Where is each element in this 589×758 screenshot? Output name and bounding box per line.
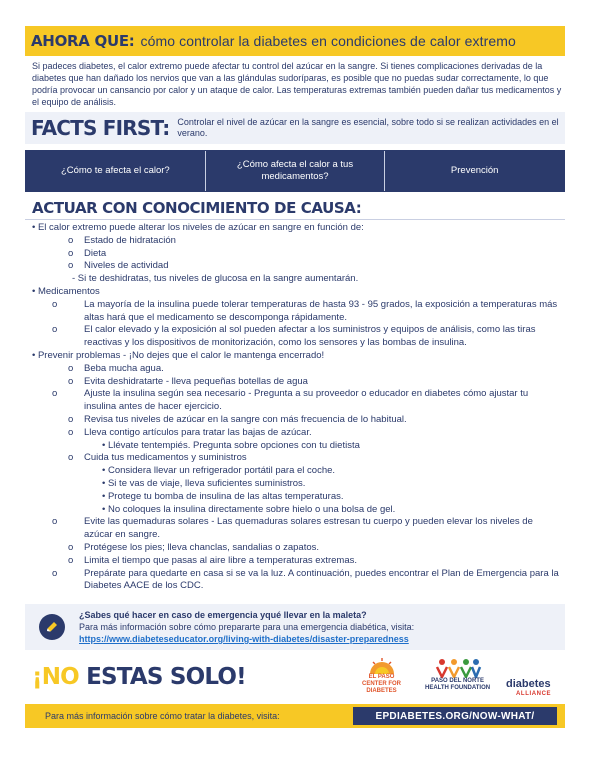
el-paso-center-logo (362, 658, 401, 695)
diabetes-alliance-word: diabetes (506, 678, 551, 690)
list-item: • Si te vas de viaje, lleva suficientes suministros. (102, 477, 306, 489)
list-item: o Beba mucha agua. (68, 362, 164, 374)
list-item: o Revisa tus niveles de azúcar en la sangre con más frecuencia de lo habitual. (68, 413, 407, 425)
section-divider (25, 219, 565, 220)
list-item: • Protege tu bomba de insulina de las altas temperaturas. (102, 490, 344, 502)
diabetes-alliance-subword: ALLIANCE (516, 691, 552, 697)
footer-url-button[interactable]: EPDIABETES.ORG/NOW-WHAT/ (353, 707, 557, 725)
emergency-callout (25, 604, 565, 650)
tab-how-heat-affects-you[interactable]: ¿Cómo te afecta el calor? (26, 151, 206, 191)
info-list (32, 222, 562, 593)
list-item: o Prepárate para quedarte en casa si se va la luz. A continuación, puedes encontrar el Plan de Emergencia para la Diabetes AACE de los CDC. (52, 567, 559, 592)
list-item: • El calor extremo puede alterar los niveles de azúcar en sangre en función de: (32, 222, 364, 233)
section-heading: ACTUAR CON CONOCIMIENTO DE CAUSA: (32, 199, 362, 217)
list-item: o La mayoría de la insulina puede tolerar temperaturas de hasta 93 - 95 grados, la exposición a temperaturas más altas hará que el medicamento se descomponga rápidamente. (52, 298, 558, 323)
emergency-text: Para más información sobre cómo prepararte para una emergencia diabética, visita: (79, 622, 415, 632)
disaster-preparedness-link[interactable]: https://www.diabeteseducator.org/living-with-diabetes/disaster-preparedness (79, 634, 409, 644)
list-item: • Considera llevar un refrigerador portátil para el coche. (102, 465, 336, 477)
list-item: o Limita el tiempo que pasas al aire libre a temperaturas extremas. (68, 554, 357, 566)
paso-del-norte-text: PASO DEL NORTE HEALTH FOUNDATION (425, 678, 491, 691)
facts-first-heading: FACTS FIRST: (31, 116, 170, 140)
list-item: • Llévate tentempiés. Pregunta sobre opciones con tu dietista (102, 439, 360, 451)
list-item: o Estado de hidratación (68, 234, 176, 246)
list-item: o Dieta (68, 247, 107, 259)
title-bar (25, 26, 565, 56)
pencil-icon (39, 614, 65, 640)
footer-text: Para más información sobre cómo tratar la diabetes, visita: (45, 711, 280, 721)
tab-how-heat-affects-medication[interactable]: ¿Cómo afecta el calor a tus medicamentos? (206, 151, 386, 191)
list-item: o Cuida tus medicamentos y suministros (68, 452, 247, 464)
list-item: o Lleva contigo artículos para tratar las bajas de azúcar. (68, 426, 312, 438)
emergency-question: ¿Sabes qué hacer en caso de emergencia yqué llevar en la maleta? (79, 610, 367, 620)
intro-paragraph: Si padeces diabetes, el calor extremo puede afectar tu control del azúcar en la sangre. Si tienes complicaciones derivadas de la diabetes que han dañado los nervios que van a las glándulas sudoríparas, es posible que no puedas sudar correctamente, lo que podría provocar un cansancio por calor y un ataque de calor. Las temperaturas extremas también pueden dañar tus medicamentos y el equipo de análisis. (32, 61, 562, 107)
footer-bar (25, 704, 565, 728)
list-item: • Medicamentos (32, 285, 100, 297)
list-item: - Si te deshidratas, tus niveles de glucosa en la sangre aumentarán. (72, 273, 359, 285)
title-lead: AHORA QUE: (31, 32, 135, 50)
facts-first-box (25, 112, 565, 144)
list-item: o Protégese los pies; lleva chanclas, sandalias o zapatos. (68, 541, 319, 553)
facts-first-text: Controlar el nivel de azúcar en la sangre es esencial, sobre todo si se realizan actividades en el verano. (177, 117, 559, 138)
list-item: o Ajuste la insulina según sea necesario - Pregunta a su proveedor o educador en diabetes cómo ajustar tu insulina antes de hacer ejercicio. (52, 388, 529, 413)
paso-del-norte-logo (425, 658, 490, 692)
list-item: • Prevenir problemas - ¡No dejes que el calor le mantenga encerrado! (32, 349, 325, 361)
list-item: o El calor elevado y la exposición al sol pueden afectar a los suministros y equipos de análisis, como las tiras reactivas y los dispositivos de monitorización, como los sensores y las bombas de insulina. (52, 324, 536, 349)
list-item: o Evita deshidratarte - lleva pequeñas botellas de agua (68, 375, 308, 387)
el-paso-center-text: EL PASO CENTER FOR DIABETES (362, 674, 401, 694)
list-item: • No coloques la insulina directamente sobre hielo o una bolsa de gel. (102, 503, 396, 515)
diabetes-alliance-logo (506, 679, 551, 698)
not-alone-heading: ¡NO ESTAS SOLO! (32, 664, 246, 690)
page-title: cómo controlar la diabetes en condiciones de calor extremo (140, 33, 516, 49)
list-item: o Niveles de actividad (68, 260, 169, 272)
list-item: o Evite las quemaduras solares - Las quemaduras solares estresan tu cuerpo y pueden elevar los niveles de azúcar en sangre. (52, 516, 533, 541)
tab-prevention[interactable]: Prevención (450, 165, 499, 176)
topic-tabs (25, 150, 565, 192)
